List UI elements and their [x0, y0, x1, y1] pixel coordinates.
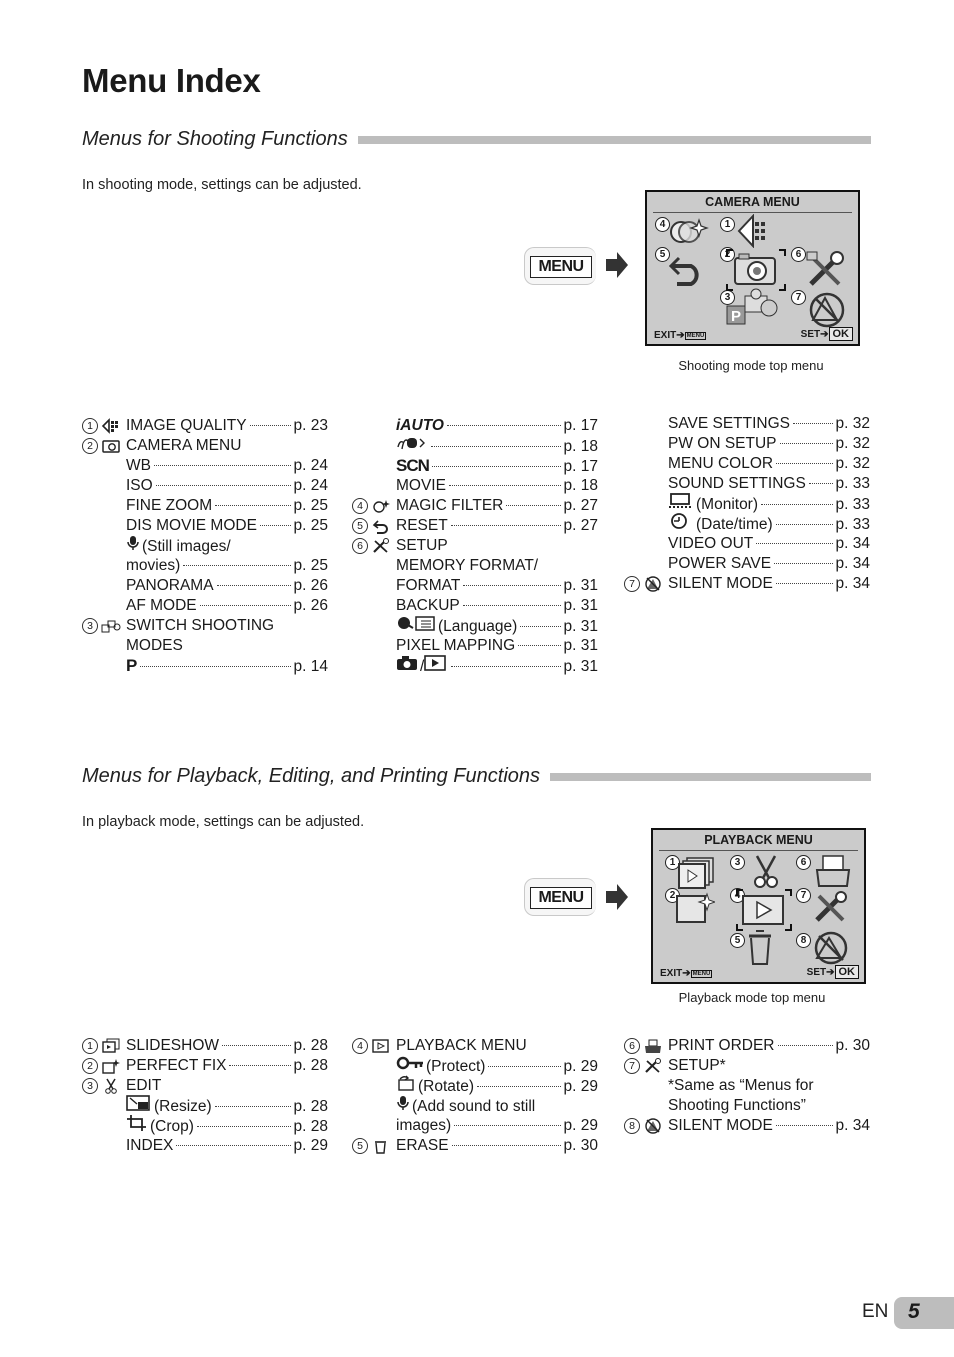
list-item: VIDEO OUT p. 34: [668, 535, 870, 552]
screen-num: 6: [791, 247, 806, 262]
menu-button-illustration: [524, 247, 596, 285]
heading-rule: [550, 773, 871, 781]
language-label: EN: [862, 1301, 889, 1322]
menu-button: MENU: [530, 256, 592, 278]
microphone-icon: [126, 535, 140, 551]
heading-rule: [358, 136, 871, 144]
hand-shake-icon: [396, 435, 426, 451]
list-item: PIXEL MAPPING p. 31: [396, 637, 598, 654]
list-item: WB p. 24: [126, 457, 328, 474]
setup-icon: [643, 1058, 663, 1074]
setup-icon: [805, 250, 847, 290]
list-item: FINE ZOOM p. 25: [126, 497, 328, 514]
slideshow-icon: [101, 1038, 121, 1054]
list-item: P p. 14: [126, 655, 328, 675]
list-item: MEMORY FORMAT/: [396, 557, 539, 574]
perfect-fix-icon: [675, 890, 715, 924]
screen-num: 3: [720, 290, 735, 305]
screen-num: 2: [665, 888, 680, 903]
screen-num: 5: [655, 247, 670, 262]
playback-icon: [424, 655, 446, 671]
exit-label: EXIT➔ MENU: [654, 330, 705, 341]
section-heading-shooting: Menus for Shooting Functions: [82, 128, 871, 151]
list-item: (Monitor) p. 33: [624, 494, 870, 514]
screen-caption-shooting: Shooting mode top menu: [678, 358, 824, 373]
list-item: *Same as “Menus for: [668, 1077, 814, 1094]
silent-mode-icon: [811, 930, 851, 966]
list-item: Shooting Functions”: [668, 1097, 806, 1114]
shooting-index-col-1: [82, 416, 328, 676]
silent-mode-icon: [807, 290, 847, 328]
print-order-icon: [813, 854, 853, 890]
shooting-index-col-2: [352, 416, 598, 676]
edit-scissors-icon: [751, 854, 781, 890]
list-item: (Protect) p. 29: [352, 1056, 598, 1076]
camera-menu-icon: [725, 248, 787, 292]
playback-menu-screen: PLAYBACK MENU 1 3 6 2 4 7 5 8 EXIT➔ MENU SET➔ OK: [651, 828, 866, 984]
list-item: ISO p. 24: [126, 477, 328, 494]
screen-num: 4: [730, 888, 745, 903]
screen-num: 1: [720, 217, 735, 232]
list-item: BACKUP p. 31: [396, 597, 598, 614]
page-number-tab: [894, 1297, 954, 1329]
list-item: p. 18: [352, 436, 598, 456]
list-item: images) p. 29: [396, 1117, 598, 1134]
camera-icon: [101, 438, 121, 454]
screen-num: 8: [796, 933, 811, 948]
list-item: 4 MAGIC FILTER p. 27: [352, 496, 598, 516]
screen-num: 7: [791, 290, 806, 305]
rotate-icon: [396, 1075, 416, 1091]
language-icon: [396, 615, 436, 631]
perfect-fix-icon: [101, 1058, 121, 1074]
microphone-icon: [396, 1095, 410, 1111]
magic-filter-icon: [667, 214, 709, 250]
list-item: DIS MOVIE MODE p. 25: [126, 517, 328, 534]
screen-num: 3: [730, 855, 745, 870]
list-item: 1 IMAGE QUALITY p. 23: [82, 416, 328, 436]
list-item: (Crop) p. 28: [82, 1116, 328, 1136]
monitor-icon: [668, 493, 694, 509]
camera-menu-screen: CAMERA MENU 4 1 5 2 6 3 7 P EXIT➔ MENU SET➔ OK: [645, 190, 860, 346]
print-order-icon: [643, 1038, 663, 1054]
list-item: 6 SETUP: [352, 536, 598, 556]
list-item: / p. 31: [352, 656, 598, 676]
list-item: 5 ERASE p. 30: [352, 1136, 598, 1156]
list-item: (Still images/: [82, 536, 328, 556]
menu-button: MENU: [530, 887, 592, 909]
image-quality-icon: [735, 214, 771, 248]
slideshow-icon: [677, 856, 715, 890]
list-item: iAUTO p. 17: [396, 417, 598, 434]
list-item: (Resize) p. 28: [82, 1096, 328, 1116]
list-item: (Language) p. 31: [352, 616, 598, 636]
list-item: (Rotate) p. 29: [352, 1076, 598, 1096]
list-item: 1 SLIDESHOW p. 28: [82, 1036, 328, 1056]
list-item: (Add sound to still: [352, 1096, 598, 1116]
list-item: 7 SILENT MODE p. 34: [624, 574, 870, 594]
crop-icon: [126, 1115, 148, 1131]
setup-icon: [371, 538, 391, 554]
list-item: 8 SILENT MODE p. 34: [624, 1116, 870, 1136]
erase-trash-icon: [371, 1138, 391, 1154]
list-item: 6 PRINT ORDER p. 30: [624, 1036, 870, 1056]
arrow-right-icon: [604, 882, 630, 912]
list-item: 5 RESET p. 27: [352, 516, 598, 536]
svg-text:P: P: [731, 308, 742, 325]
switch-shooting-modes-icon: [725, 288, 783, 326]
protect-key-icon: [396, 1055, 424, 1071]
playback-index-col-1: [82, 1036, 328, 1156]
list-item: 2 CAMERA MENU: [82, 436, 328, 456]
list-item: MOVIE p. 18: [396, 477, 598, 494]
screen-num: 5: [730, 933, 745, 948]
list-item: 3 SWITCH SHOOTING: [82, 616, 328, 636]
exit-label: EXIT➔ MENU: [660, 968, 711, 979]
list-item: SAVE SETTINGS p. 32: [668, 415, 870, 432]
screen-num: 4: [655, 217, 670, 232]
playback-icon: [371, 1038, 391, 1054]
scissors-icon: [101, 1078, 121, 1094]
list-item: FORMAT p. 31: [396, 577, 598, 594]
list-item: INDEX p. 29: [126, 1137, 328, 1154]
intro-shooting: In shooting mode, settings can be adjusted.: [82, 177, 362, 193]
list-item: MODES: [126, 637, 183, 654]
list-item: 3 EDIT: [82, 1076, 328, 1096]
menu-button-illustration: [524, 878, 596, 916]
list-item: SOUND SETTINGS p. 33: [668, 475, 870, 492]
list-item: MENU COLOR p. 32: [668, 455, 870, 472]
erase-trash-icon: [745, 928, 775, 966]
page-number: 5: [908, 1300, 920, 1323]
section-heading-playback: Menus for Playback, Editing, and Printing Functions: [82, 765, 871, 788]
camera-mode-icon: [396, 655, 418, 671]
screen-num: 7: [796, 888, 811, 903]
set-label: SET➔ OK: [801, 327, 853, 341]
list-item: 7 SETUP*: [624, 1056, 870, 1076]
setup-icon: [811, 890, 851, 926]
list-item: POWER SAVE p. 34: [668, 555, 870, 572]
image-quality-icon: [101, 418, 121, 434]
arrow-right-icon: [604, 250, 630, 280]
silent-mode-icon: [643, 576, 663, 592]
shooting-index-col-3: [624, 414, 870, 594]
resize-icon: [126, 1095, 152, 1111]
reset-icon: [669, 248, 705, 286]
screen-num: 1: [665, 855, 680, 870]
playback-index-col-2: [352, 1036, 598, 1156]
set-label: SET➔ OK: [807, 965, 859, 979]
page-title: Menu Index: [82, 62, 261, 99]
list-item: 2 PERFECT FIX p. 28: [82, 1056, 328, 1076]
magic-filter-icon: [371, 498, 391, 514]
reset-icon: [371, 518, 391, 534]
list-item: AF MODE p. 26: [126, 597, 328, 614]
clock-icon: [668, 513, 694, 529]
playback-index-col-3: [624, 1036, 870, 1136]
silent-mode-icon: [643, 1118, 663, 1134]
intro-playback: In playback mode, settings can be adjusted.: [82, 814, 365, 830]
switch-modes-icon: [101, 618, 121, 634]
screen-caption-playback: Playback mode top menu: [678, 990, 826, 1005]
list-item: 4 PLAYBACK MENU: [352, 1036, 598, 1056]
list-item: SCN p. 17: [396, 455, 598, 475]
list-item: movies) p. 25: [126, 557, 328, 574]
screen-num: 6: [796, 855, 811, 870]
screen-num: 2: [720, 247, 735, 262]
playback-menu-icon: [735, 888, 793, 932]
list-item: PW ON SETUP p. 32: [668, 435, 870, 452]
list-item: PANORAMA p. 26: [126, 577, 328, 594]
list-item: (Date/time) p. 33: [624, 514, 870, 534]
